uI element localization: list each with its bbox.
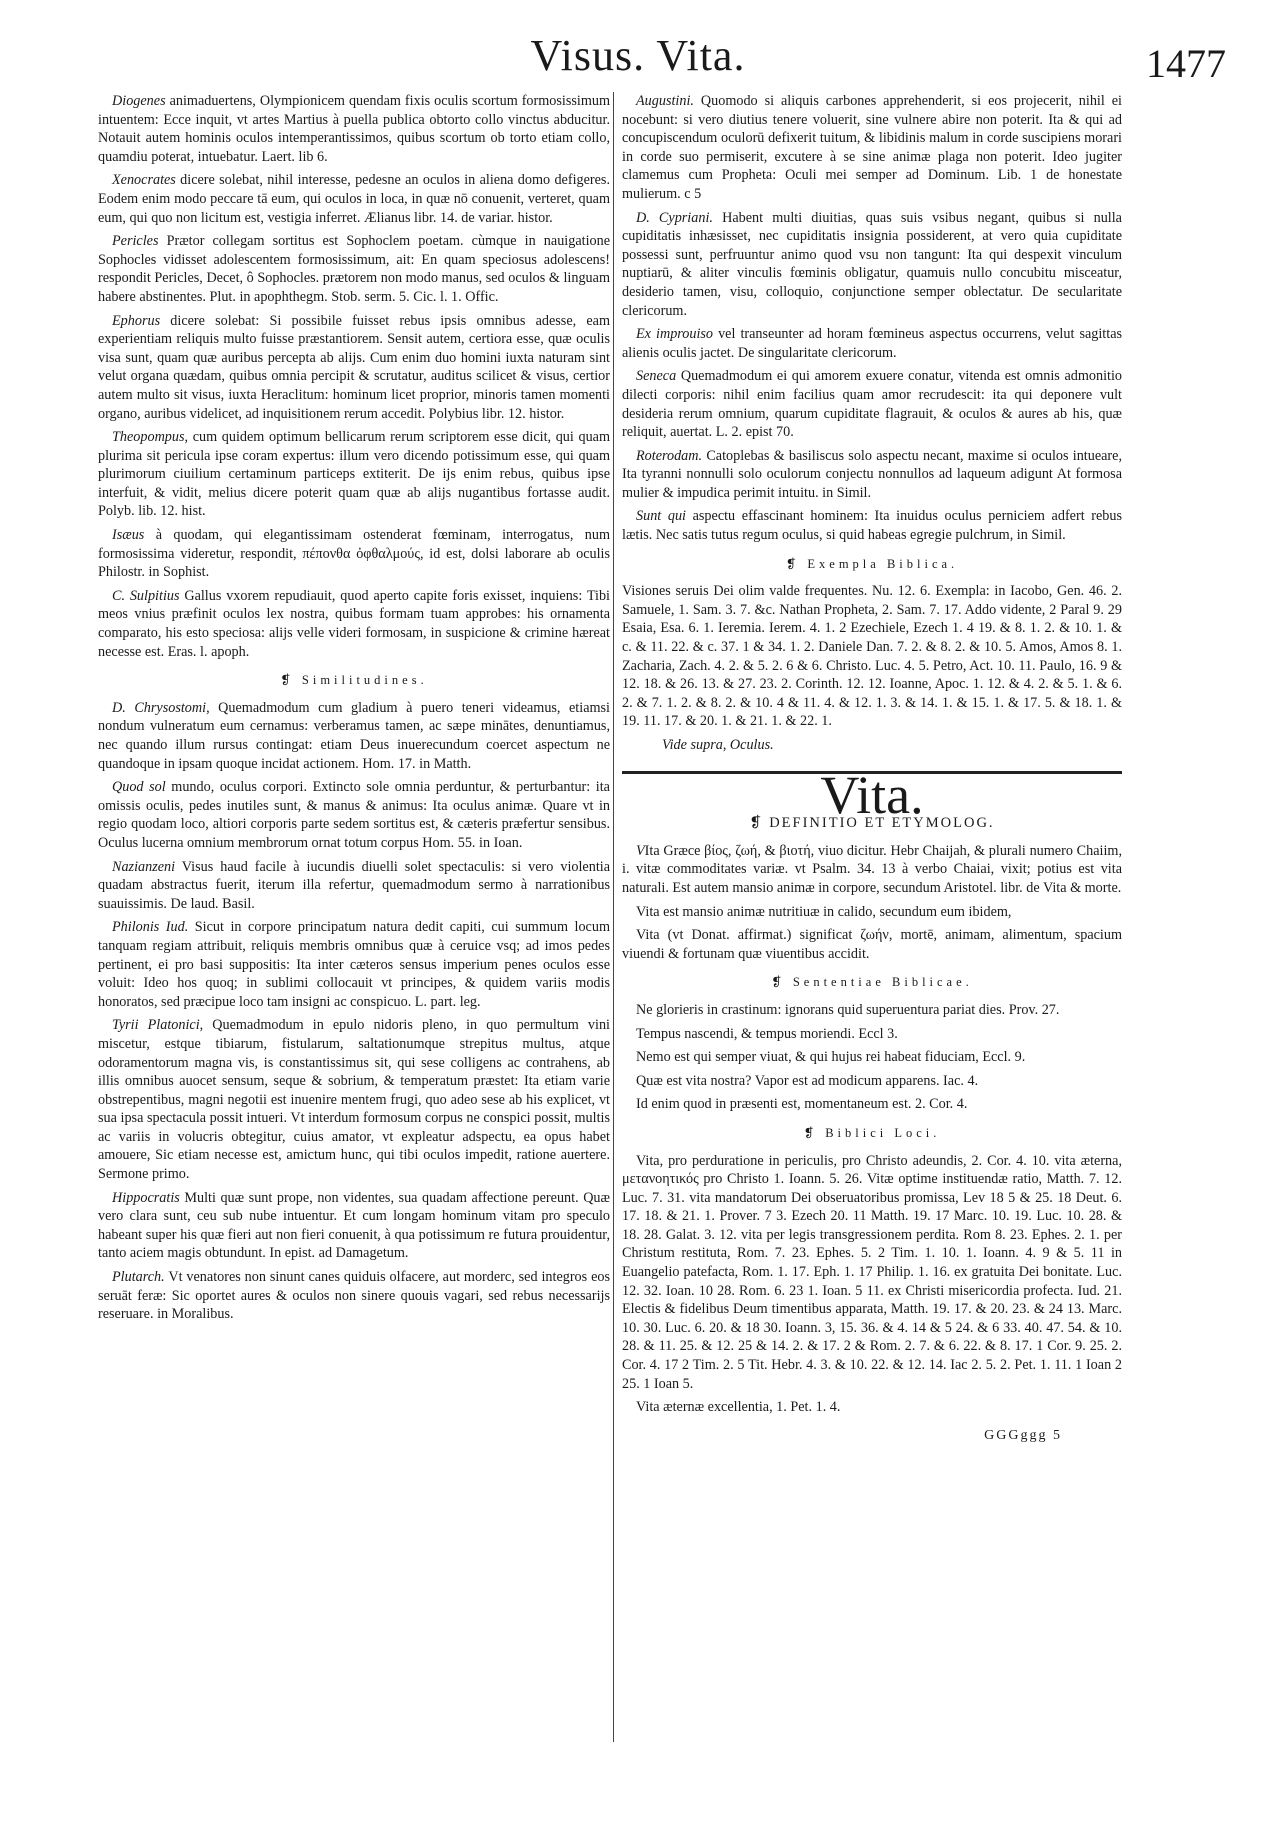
entry-paragraph (98, 699, 610, 773)
entry-text: dicere solebat, nihil interesse, pedesne an oculos in aliena domo defigeres. Eodem enim modo peccare tā eum, qui oculos in loca, in quæ nō conuenit, verteret, quam eum, qui quo non licitum est, vestigia inferret. Ælianus libr. 14. de variar. histor. (98, 172, 610, 226)
entry-lead: Xenocrates (112, 172, 176, 189)
entry-text: Habent multi diuitias, quas suis vsibus negant, quibus si nulla cupiditatis inhæsisset, nec cupiditatis insignia possiderent, at vero quia cupiditate possessi sunt, perfruuntur animo quod vsu non tangunt: Ita qui despexit vinculum nuptiarū, & aliter vinculis fœminis obligatur, quamuis nullo concubitu misceatur, desiderio tamen, visu, colloquio, conjunctione semper oblectatur. De secularitate clericorum. (622, 209, 1122, 319)
exempla-paragraph: Visiones seruis Dei olim valde frequentes. Nu. 12. 6. Exempla: in Iacobo, Gen. 46. 2. Samuele, 1. Sam. 3. 7. &c. Nathan Propheta, 2. Sam. 7. 17. Addo vidente, 2 Paral 9. 29 Esaia, Esa. 6. 1. Ieremia. Ierem. 4. 1. 2 Ezechiele, Ezech 1. 4 19. & 8. 1. 2. & 10. 1. & c. & 11. 22. & c. 37. 1 & 34. 1. 2. Daniele Dan. 7. 2. & 8. 2. & 10. 5. Amos, Amos 8. 1. Zacharia, Zach. 4. 2. & 5. 2. 6 & 6. Christo. Luc. 4. 5. Petro, Act. 10. 11. Paulo, 16. 9 & 12. 18. & 26. 13. & 27. 23. 2. Corinth. 12. 12. Ioanne, Apoc. 1. 12. & 4. 2. & 5. 1. & 6. 2. & 7. 1. 2. & 8. 2. & 10. 4 & 11. 4. & 12. 1. 3. & 14. 1. & 15. 1. & 17. 5. & 18. 1. & 19. 11. 17. & 20. 1. & 21. 1. & 22. 1. (622, 583, 1122, 730)
entry-text: Vt venatores non sinunt canes quiduis olfacere, aut morderc, sed integros eos seruāt feræ: Sic oportet aures & oculos non sinere quouis vagari, sed rebus necessarijs reseruare. in Moralibus. (98, 1269, 610, 1323)
entry-text: à quodam, qui elegantissimam ostenderat fœminam, interrogatus, num formosissima videretur, respondit, πέπονθα ὀφθαλμούς, id est, dolsi laborare ab oculis Philostr. in Sophist. (98, 527, 610, 581)
entry-text: , Quemadmodum in epulo nidoris pleno, in quo permultum vini miscetur, estque tibiarum, fistularum, saltationumque strepitus multus, atque odoramentorum magna vis, is constantissimus sit, qui sese colligens ac contrahens, ab illis omnibus auocet sensum, seque & sobrium, & temperatum præstet: Ita etiam varie obstrepentibus, magni negotii est inuenire mentem frugi, quo adeo sese ab his explicet, vt sua ipsa spectacula possit intueri. Vt interdum formosum corpus ne conspici possit, multis ac variis in volucris obtegitur, cuius amator, vt expleatur adspectu, ea opus habet amouere, Sic etiam necesse est, amictum hunc, qui tibi oculos impedit, ratione auertere. Sermone primo. (98, 1017, 610, 1183)
entry-text: , Quemadmodum cum gladium à puero teneri videamus, etiamsi nondum vulneratum eum cernamus: verberamus tamen, ac sæpe minātes, denuntiamus, nec quando illum rursus contingat: etiam Deus inuerecundum coercet aspectum ne quandoque in ipsam quoque incidat actionem. Hom. 17. in Matth. (98, 699, 610, 772)
entry-text: Prætor collegam sortitus est Sophoclem poetam. cùmque in nauigatione Sophocles vidisset adolescentem formosissimum, ait: En quam speciosus adolescens! respondit Pericles, Decet, ô Sophocles. prætorem non modo manus, sed oculos & linguam habere abstinentes. Plut. in apophthegm. Stob. serm. 5. Cic. l. 1. Offic. (98, 233, 610, 305)
entry-lead: Pericles (112, 233, 159, 250)
entry-text: Gallus vxorem repudiauit, quod aperto capite foris exisset, inquiens: Tibi meos vnius præfinit oculos lex nostra, quibus formam tuam approbes: his ornamenta comparato, his esto speciosa: alijs velle videri formosam, in suspicione & crimine hæreat necesse est. Eras. l. apoph. (98, 587, 610, 660)
entry-lead: Nazianzeni (112, 858, 176, 875)
section-heading-definitio: ❡ DEFINITIO ET ETYMOLOG. (749, 815, 995, 832)
entry-paragraph (98, 858, 610, 914)
sententia-line: Tempus nascendi, & tempus moriendi. Eccl 3. (636, 1025, 898, 1042)
entry-lead: D. Cypriani. (636, 209, 713, 226)
entry-text: Quemadmodum ei qui amorem exuere conatur, vitenda est omnis admonitio dilecti corporis: nihil enim facilius quam amor recrudescit: ita qui deponere vult desideria rerum omnium, quarum cupiditate flagrauit, & oculos & aures ab his, quæ reliquit, auertat. L. 2. epist 70. (622, 368, 1122, 441)
entry-lead: Ex improuiso (636, 326, 714, 343)
entry-paragraph (98, 587, 610, 661)
page-number: 1477 (1146, 41, 1226, 86)
entry-paragraph (622, 325, 1122, 362)
entry-lead: Hippocratis (112, 1189, 180, 1206)
running-title: Visus. Vita. (530, 31, 746, 80)
entry-lead: Diogenes (112, 93, 166, 109)
entry-text: vel transeunter ad horam fœmineus aspectus occurrens, velut sagittas alienis oculis jactet. De singularitate clericorum. (622, 326, 1123, 361)
entry-lead: Theopompus (112, 429, 185, 446)
entry-paragraph (622, 926, 1122, 963)
entry-paragraph (98, 778, 610, 852)
entry-text: dicere solebat: Si possibile fuisset rebus ipsis omnibus adesse, eam experientiam reliquis multo fuisse præstantiorem. Sensit autem, certiora esse, quæ oculis visa sunt, quam quæ auribus percepta ab alijs. Cum enim duo homini iuxta naturam sint velut organa quædam, quibus omnia percipit & scrutatur, auditus scilicet & visus, certior autem multo sit visus, iuxta Heraclitum: hominum licet proprior, minoris tamen momenti organo, auribus videlicet, ad inquisitionem rerum accedit. Polybius libr. 12. histor. (98, 312, 610, 422)
sententia-line: Nemo est qui semper viuat, & qui hujus rei habeat fiduciam, Eccl. 9. (636, 1049, 1026, 1066)
entry-text: aspectu effascinant hominem: Ita inuidus oculus perniciem adfert rebus lætis. Nec satis tutus regum oculus, si quid habeas egregie pulchrum, in Simil. (622, 508, 1122, 544)
entry-text: Multi quæ sunt prope, non videntes, sua quadam affectione pereunt. Quæ vero clara sunt, ceu sub nube intuentur. Et cum longam hominum vitam pro speculo habeant super his quæ fieri aut non fieri conuenit, à qua potissimum re futura prouidentur, tanto aciem magis obtundunt. In epist. ad Damagetum. (98, 1189, 610, 1262)
entry-paragraph (98, 92, 610, 166)
sententia-line: Id enim quod in præsenti est, momentaneum est. 2. Cor. 4. (636, 1096, 968, 1113)
entry-lead: Plutarch. (112, 1269, 165, 1286)
entry-lead: C. Sulpitius (112, 587, 180, 604)
entry-text: Visus haud facile à iucundis diuelli solet spectaculis: si vero violentia quadam abstractus fuerit, iterum illa refertur, quemadmodum sermo à narrationibus suauissimis. De laud. Basil. (98, 858, 610, 912)
entry-lead: Quod sol (112, 779, 166, 796)
entry-lead: Augustini. (636, 93, 694, 109)
entry-text: Sicut in corpore principatum natura dedit capiti, cui summum locum tanquam regiam attribuit, reliquis membris omnibus quæ à ceruice vsq; ad imos pedes pertinent, ei pro basi suppositis: Ita inter cæteros sensus imperium penes oculos esse voluit: Ideo hos quoq; in sublimi collocauit vt principes, & quidem variis modis honoratos, sed præcipue loco tam insigni ac conspicuo. L. part. leg. (98, 919, 610, 1010)
entry-text: Ita Græce βίος, ζωή, & βιοτή, viuo dicitur. Hebr Chaijah, & plurali numero Chaiim, i. vitæ commoditates variæ. vt Psalm. 34. 13 à verbo Chaiai, vixit; potius est vita naturali. Est autem mansio animæ in corpore, secundum Aristotel. libr. de Vita & morte. (622, 842, 1122, 896)
entry-text: Quomodo si aliquis carbones apprehenderit, si eos projecerit, nihil ei nocebunt: si vero diutius tenere voluerit, sine vulnere abire non poterit. Ita & qui ad concupiscendum oculorū defixerit tuitum, & libidinis malum in corde suscipiens morari in corde suo permiserit, excutere à se sine animæ plaga non poterit. Ideo jugiter clamemus cum Propheta: Oculi mei semper ad Dominum. Lib. 1 de honestate mulierum. c 5 (622, 93, 1122, 202)
vide-supra-reference: Vide supra, Oculus. (662, 737, 774, 753)
entry-paragraph (622, 903, 1122, 922)
sententia-line: Ne glorieris in crastinum: ignorans quid superuentura pariat dies. Prov. 27. (636, 1001, 1060, 1018)
section-heading-sententiae: ❡ Sententiae Biblicae. (771, 975, 973, 990)
entry-lead: Roterodam. (636, 447, 703, 464)
sententia-line: Quæ est vita nostra? Vapor est ad modicum apparens. Iac. 4. (636, 1072, 979, 1089)
entry-text: Vita est mansio animæ nutritiuæ in calido, secundum eum ibidem, (636, 903, 1012, 920)
signature-mark: GGGggg 5 (984, 1427, 1062, 1443)
column-divider (613, 92, 614, 1742)
entry-text: animaduertens, Olympionicem quendam fixis oculis scortum formosissimum intuentem: Ecce inquit, vt artes Martius à puella publica obtorto collo vinctus abducitur. Notauit autem hominis oculos intemperantissimos, quibus scortum ob torto etiam collo, quamdiu poterat, intuebatur. Laert. lib 6. (98, 93, 610, 165)
entry-lead: Tyrii Platonici (112, 1017, 200, 1034)
entry-paragraph (622, 447, 1122, 503)
entry-paragraph (98, 1016, 610, 1183)
entry-paragraph (622, 209, 1122, 321)
entry-paragraph (98, 1189, 610, 1263)
entry-paragraph (98, 428, 610, 521)
right-column (622, 92, 1122, 1445)
entry-paragraph (98, 232, 610, 306)
entry-paragraph (622, 507, 1122, 544)
entry-paragraph (98, 171, 610, 227)
loci-paragraph: Vita, pro perduratione in periculis, pro Christo adeundis, 2. Cor. 4. 10. vita æterna, μετανοητικός pro Christo 1. Ioann. 5. 26. Vitæ optime instituendæ ratio, Matth. 7. 12. Luc. 7. 31. vita mandatorum Dei obseruatoribus promissa, Lev 18 5 & 25. 18 Deut. 6. 17. 18. & 21. 1. Prover. 7 3. Ezech 20. 11 Matth. 19. 17 Marc. 10. 19. Luc. 10. 28. & 18. 28. Galat. 3. 12. vita per legis transgressionem perdita. Rom 8. 23. Ephes. 2. 1. per Christum restituta, Rom. 7. 23. Ephes. 5. 2 Tim. 1. 10. 1. Ioann. 4. 9 & 5. 11 in Euangelio patefacta, Rom. 1. 17. Eph. 1. 17 Philip. 1. 16. ex gratuita Dei bonitate. Luc. 12. 32. Ioan. 10 28. Rom. 6. 23 1. Ioan. 5 11. ex Christi misericordia profecta. Iud. 21. Electis & fidelibus Deum timentibus apparata, Matth. 19. 17. & 20. 23. & 24 13. Marc. 10. 30. Luc. 6. 20. & 18 30. Ioann. 3, 15. 36. & 4. 14 & 5 24. & 6 33. 40. 47. 54. & 10. 28. & 11. 25. & 12. 25 & 14. 2. & 17. 2 & Rom. 2. 7. & 6. 22. & 8. 17. 1 Cor. 9. 25. 2. Cor. 4. 17 2 Tim. 2. 5 Tit. Hebr. 4. 3. & 10. 22. & 12. 14. Iac 2. 5. 2. Pet. 1. 11. 1 Ioan 2 25. 1 Ioan 5. (622, 1152, 1122, 1392)
section-heading-similitudines: ❡ Similitudines. (280, 673, 428, 688)
entry-text: Vita (vt Donat. affirmat.) significat ζωήν, mortē, animam, alimentum, spacium viuendi & fortunam quæ viuentibus accidit. (622, 927, 1122, 962)
entry-paragraph (622, 842, 1122, 898)
left-column (98, 92, 610, 1329)
entry-lead: Sunt qui (636, 508, 686, 525)
section-heading-exempla: ❡ Exempla Biblica. (785, 556, 959, 571)
entry-lead: Ephorus (112, 312, 161, 329)
entry-text: Catoplebas & basiliscus solo aspectu necant, maxime si oculos intueare, Ita tyranni nonnulli solo oculorum conjectu nonnullos ad laqueum adigunt At formosa mulier & impudica perimit intuitu. in Simil. (622, 447, 1122, 501)
loci-paragraph: Vita æternæ excellentia, 1. Pet. 1. 4. (636, 1399, 841, 1416)
entry-lead: D. Chrysostomi (112, 699, 207, 716)
entry-lead: Seneca (636, 368, 677, 385)
entry-text: , cum quidem optimum bellicarum rerum scriptorem esse dicit, qui quam plurima sit pericula ipse coram expertus: illum vero dicendo potissimum esse, qui quam plurimorum ciuilium certaminum particeps extiterit. De ijs enim rebus, quibus ipse interfuit, & vidit, melius dicere poterit quam quæ ab alijs nugantibus fortasse audit. Polyb. lib. 12. hist. (98, 429, 610, 520)
vita-title: Vita. (820, 764, 924, 825)
entry-lead: V (636, 842, 645, 859)
entry-paragraph (98, 526, 610, 582)
entry-lead: Isæus (112, 527, 145, 544)
entry-paragraph (98, 1268, 610, 1324)
entry-paragraph (622, 367, 1122, 441)
entry-lead: Philonis Iud. (112, 919, 189, 936)
entry-paragraph (98, 918, 610, 1011)
entry-paragraph (622, 92, 1122, 204)
entry-text: mundo, oculus corpori. Extincto sole omnia perduntur, & perturbantur: ita omissis oculis, pedes inutiles sunt, & manus & animus: Ita oculus animæ. Quare vt in regio quodam loco, altiori corporis parte sedem sortitus est, & cæteris præfertur sensibus. Oculus lucerna omnium membrorum ornat totum corpus Hom. 55. in Ioan. (98, 779, 610, 851)
entry-paragraph (98, 312, 610, 424)
section-heading-loci: ❡ Biblici Loci. (803, 1125, 941, 1140)
